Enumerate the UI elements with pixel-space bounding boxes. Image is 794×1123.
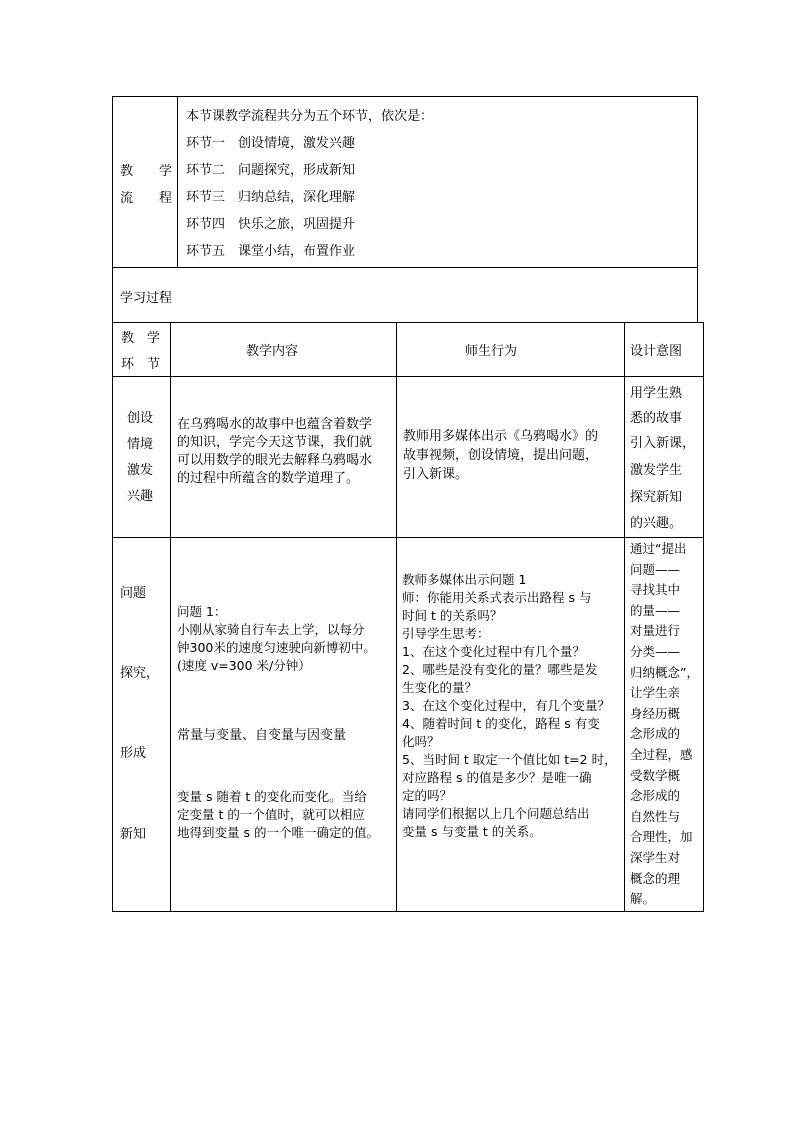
row1-stage-2: 情境	[127, 437, 154, 452]
row2-intent-1: 通过“提出	[630, 541, 687, 556]
flow-label-line2: 流 程	[120, 191, 173, 206]
row1-intent-2: 悉的故事	[630, 411, 683, 426]
row2-stage-3: 形成	[120, 746, 147, 761]
row2-stage-4: 新知	[120, 827, 147, 842]
row2-problem-1: 问题 1：	[177, 604, 227, 619]
row2-behavior-15: 变量 s 与变量 t 的关系。	[402, 824, 542, 839]
row2-intent-4: 的量——	[630, 602, 681, 618]
row1-content-2: 的知识，学完今天这节课，我们就	[177, 435, 373, 450]
row2-intent-12: 受数学概	[630, 767, 681, 783]
row2-behavior-7: 生变化的量？	[402, 680, 478, 695]
row1-intent-3: 引入新课，	[630, 436, 696, 451]
table-row1-bottom	[112, 537, 704, 538]
row2-intent-17: 概念的理	[630, 870, 681, 886]
row2-intent-3: 寻找其中	[630, 582, 681, 598]
table-col3-divider	[624, 322, 625, 912]
row1-content-4: 的过程中所蕴含的数学道理了。	[177, 471, 360, 486]
row2-concept: 常量与变量、自变量与因变量	[177, 728, 347, 743]
row1-content-3: 可以用数学的眼光去解释乌鸦喝水	[177, 453, 373, 468]
row2-relation-2: 定变量 t 的一个值时，就可以相应	[177, 807, 365, 822]
row2-behavior-10: 化吗？	[402, 734, 440, 749]
row2-intent-9: 身经历概	[630, 705, 681, 721]
row2-intent-6: 分类——	[630, 644, 681, 659]
row1-intent-4: 激发学生	[630, 463, 683, 478]
row2-relation-1: 变量 s 随着 t 的变化而变化。当给	[177, 789, 367, 804]
row2-behavior-3: 时间 t 的关系吗？	[402, 608, 503, 623]
row1-content-1: 在乌鸦喝水的故事中也蕴含着数学	[177, 417, 373, 432]
row2-problem-3: 钟300米的速度匀速驶向新博初中。	[177, 640, 376, 655]
row2-behavior-9: 4、随着时间 t 的变化，路程 s 有变	[402, 716, 600, 731]
flow-step-3: 环节三 归纳总结，深化理解	[186, 190, 356, 205]
row2-behavior-8: 3、在这个变化过程中，有几个变量？	[402, 698, 610, 713]
row2-behavior-6: 2、哪些是没有变化的量？哪些是发	[402, 662, 598, 677]
flow-intro: 本节课教学流程共分为五个环节，依次是：	[186, 109, 434, 124]
row2-intent-11: 全过程，感	[630, 747, 693, 762]
table-top-border	[112, 322, 704, 323]
flow-bottom-divider	[112, 267, 698, 268]
row2-intent-10: 念形成的	[630, 726, 681, 742]
row1-behavior-1: 教师用多媒体出示《乌鸦喝水》的	[403, 429, 599, 444]
flow-step-1: 环节一 创设情境，激发兴趣	[186, 136, 356, 151]
table-col1-divider	[170, 322, 171, 912]
row2-intent-14: 自然性与	[630, 808, 681, 824]
flow-col-divider	[177, 96, 178, 268]
row2-intent-15: 合理性，加	[630, 829, 693, 845]
header-behavior: 师生行为	[465, 344, 518, 359]
row2-behavior-4: 引导学生思考：	[402, 626, 490, 641]
flow-label-line1: 教 学	[120, 164, 173, 179]
header-stage-line2: 环 节	[121, 357, 161, 372]
row1-intent-6: 的兴趣。	[630, 516, 683, 531]
flow-table	[112, 96, 698, 322]
row2-behavior-13: 定的吗？	[402, 788, 453, 803]
row2-intent-8: 让学生亲	[630, 685, 681, 701]
row2-intent-16: 深学生对	[630, 850, 681, 865]
row2-intent-7: 归纳概念”，	[630, 664, 699, 680]
row2-behavior-14: 请同学们根据以上几个问题总结出	[402, 806, 590, 821]
row1-stage-3: 激发	[127, 463, 154, 478]
row1-stage-1: 创设	[127, 411, 154, 426]
table-col2-divider	[396, 322, 397, 912]
row1-intent-1: 用学生熟	[630, 386, 683, 401]
table-left-border	[112, 322, 113, 912]
flow-left-border	[112, 96, 113, 322]
row2-behavior-1: 教师多媒体出示问题 1	[402, 572, 527, 587]
table-header-bottom	[112, 376, 704, 377]
row2-intent-13: 念形成的	[630, 788, 681, 804]
row1-behavior-3: 引入新课。	[403, 467, 469, 482]
row2-intent-2: 问题——	[630, 561, 681, 577]
row2-stage-2: 探究，	[120, 666, 160, 681]
header-stage-line1: 教 学	[121, 331, 161, 346]
row2-intent-5: 对量进行	[630, 623, 681, 639]
row2-problem-2: 小刚从家骑自行车去上学，以每分	[177, 622, 365, 637]
flow-step-5: 环节五 课堂小结，布置作业	[186, 244, 356, 259]
row2-stage-1: 问题	[120, 586, 147, 601]
header-content: 教学内容	[246, 344, 299, 359]
flow-step-4: 环节四 快乐之旅，巩固提升	[186, 217, 356, 232]
row2-problem-4: (速度 v=300 米/分钟）	[177, 658, 311, 673]
row2-intent-18: 解。	[630, 891, 656, 907]
row1-behavior-2: 故事视频，创设情境，提出问题，	[403, 448, 599, 463]
row1-stage-4: 兴趣	[127, 489, 154, 504]
process-heading: 学习过程	[120, 291, 173, 306]
flow-right-border	[697, 96, 698, 322]
row2-relation-3: 地得到变量 s 的一个唯一确定的值。	[177, 825, 379, 840]
flow-step-2: 环节二 问题探究，形成新知	[186, 163, 356, 178]
row1-intent-5: 探究新知	[630, 490, 683, 505]
table-right-border	[703, 322, 704, 912]
row2-behavior-11: 5、当时间 t 取定一个值比如 t=2 时，	[402, 752, 617, 767]
row2-behavior-12: 对应路程 s 的值是多少？是唯一确	[402, 770, 592, 785]
header-intent: 设计意图	[630, 344, 683, 359]
row2-behavior-2: 师：你能用关系式表示出路程 s 与	[402, 590, 592, 605]
table-bottom-border	[112, 911, 704, 912]
flow-top-border	[112, 96, 698, 97]
row2-behavior-5: 1、在这个变化过程中有几个量？	[402, 644, 585, 659]
